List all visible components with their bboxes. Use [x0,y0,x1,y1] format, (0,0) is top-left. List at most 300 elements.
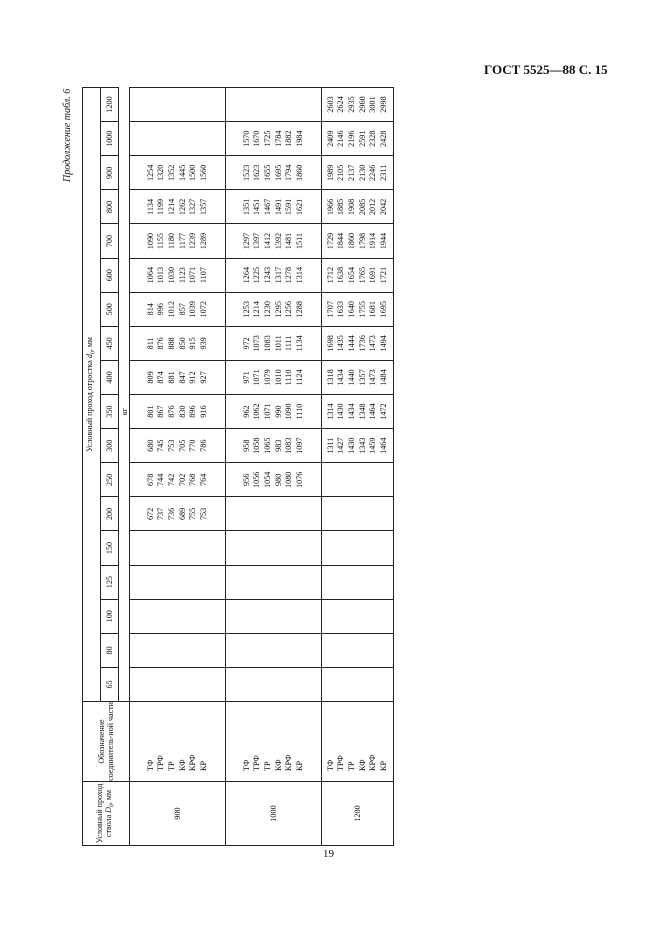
weight-value: 1885 [336,198,346,216]
weight-cell-500 [226,292,322,326]
weight-cell-125 [130,565,226,599]
weight-value: 1056 [252,471,262,488]
weight-value: 1464 [378,437,388,454]
unit-label: кг [119,407,129,416]
weight-value: 850 [177,337,187,350]
weight-value: 1262 [177,198,187,216]
weight-value: 1472 [378,403,388,420]
weight-value: 1058 [252,437,262,454]
weight-value: 1030 [166,266,176,284]
connection-label: ТР [166,761,176,771]
weight-cell-100 [130,599,226,633]
weight-value: 1239 [188,232,198,250]
weight-cell-450 [226,326,322,360]
unit-spacer [119,224,130,258]
weight-cell-700 [130,224,226,258]
weight-value: 745 [156,439,166,452]
weight-value: 1013 [156,266,166,284]
weight-value: 1984 [294,130,304,147]
connection-label: КРФ [188,754,198,771]
connection-labels [130,702,226,782]
weight-value: 1230 [262,301,272,318]
weight-value: 1111 [284,335,294,352]
weight-value: 1944 [378,232,388,250]
weight-cell-80 [130,633,226,667]
weight-value: 1288 [294,301,304,318]
weight-cell-1000 [130,122,226,156]
header-dn-300: 300 [101,429,119,463]
connection-labels [226,702,322,782]
table-continuation-caption: Продолжение табл. 6 [62,88,73,182]
weight-value: 1064 [145,266,155,284]
weight-value: 1317 [273,266,283,284]
weight-value: 2591 [357,130,367,147]
header-dn-65: 65 [101,667,119,701]
weight-value: 972 [241,337,251,350]
connection-label: ТРФ [156,755,166,771]
weight-value: 1844 [336,232,346,250]
weight-value: 1491 [273,198,283,216]
weight-value: 1357 [198,198,208,216]
weight-value: 1072 [198,301,208,318]
header-dn-400: 400 [101,360,119,394]
weight-value: 1107 [198,267,208,284]
weight-value: 1591 [284,198,294,216]
weight-value: 2428 [378,130,388,147]
weight-value: 1083 [262,335,272,352]
header-dn-700: 700 [101,224,119,258]
weight-value: 2196 [346,130,356,147]
connection-label: ТФ [241,759,251,771]
weight-value: 1430 [346,437,356,454]
weight-value: 1134 [145,198,155,215]
unit-spacer [119,122,130,156]
weight-value: 2603 [325,96,335,113]
weight-value: 1434 [346,403,356,420]
weight-cell-600 [130,258,226,292]
weight-value: 1798 [357,232,367,250]
weight-table-rotated [82,88,388,846]
weight-value: 896 [188,405,198,418]
unit-spacer [119,497,130,531]
weight-cell-150 [226,531,322,565]
weight-value: 1352 [166,164,176,181]
weight-cell-100 [226,599,322,633]
weight-value: 2998 [378,96,388,113]
header-dn-200: 200 [101,497,119,531]
weight-cell-65 [130,667,226,701]
weight-value: 1177 [177,232,187,250]
unit-spacer [119,633,130,667]
weight-cell-400 [130,360,226,394]
weight-value: 2137 [346,164,356,181]
weight-value: 830 [177,405,187,418]
weight-value: 1124 [294,369,304,386]
weight-value: 1430 [336,403,346,420]
weight-value: 1570 [241,130,251,147]
weight-value: 1435 [336,335,346,352]
header-connection-label: Обозначение соединитель-ной части [83,702,130,782]
weight-cell-80 [322,633,394,667]
weight-cell-200 [226,497,322,531]
weight-value: 1494 [378,335,388,352]
weight-value: 1097 [294,437,304,454]
weight-value: 1484 [378,369,388,386]
header-d0-unit: , мм [103,789,113,805]
weight-cell-450 [130,326,226,360]
connection-label: ТР [346,761,356,771]
weight-value: 876 [156,337,166,350]
d0-value: 900 [130,782,226,846]
weight-value: 962 [241,405,251,418]
weight-cell-300 [130,429,226,463]
weight-value: 857 [177,303,187,316]
unit-spacer [119,292,130,326]
weight-value: 1640 [346,301,356,318]
weight-cell-700 [226,224,322,258]
weight-value: 912 [188,371,198,384]
weight-value: 1755 [357,301,367,318]
weight-value: 2624 [336,96,346,113]
weight-value: 1434 [336,369,346,386]
header-dn-600: 600 [101,258,119,292]
weight-value: 702 [177,473,187,486]
weight-cell-600 [322,258,394,292]
weight-value: 874 [156,371,166,384]
weight-cell-150 [130,531,226,565]
weight-value: 1784 [273,130,283,147]
header-branch-sub: 0 [90,351,97,355]
weight-value: 1440 [346,369,356,386]
weight-value: 1451 [252,198,262,216]
header-dn-80: 80 [101,633,119,667]
weight-value: 1882 [284,130,294,147]
weight-cell-400 [226,360,322,394]
unit-spacer [119,531,130,565]
weight-cell-250 [130,463,226,497]
weight-value: 764 [198,473,208,486]
weight-value: 1278 [284,266,294,284]
weight-value: 1427 [336,437,346,454]
weight-value: 1256 [284,301,294,318]
weight-value: 1062 [252,403,262,420]
weight-value: 811 [145,337,155,350]
weight-value: 1318 [325,369,335,386]
header-dn-1000: 1000 [101,122,119,156]
weight-value: 1860 [294,164,304,181]
weight-value: 1725 [262,130,272,147]
weight-value: 755 [188,507,198,521]
weight-value: 1392 [273,232,283,250]
weight-cell-125 [322,565,394,599]
weight-value: 2935 [346,96,356,113]
weight-value: 1560 [198,164,208,181]
weight-value: 1655 [262,164,272,181]
connection-label: КФ [357,759,367,771]
weight-value: 680 [145,439,155,452]
weight-value: 2012 [368,198,378,216]
connection-label: ТРФ [252,755,262,771]
weight-value: 1444 [346,335,356,352]
weight-value: 1473 [368,335,378,352]
header-dn-800: 800 [101,190,119,224]
weight-value: 1695 [273,164,283,181]
weight-value: 2042 [378,198,388,216]
unit-spacer [119,429,130,463]
d0-value: 1000 [226,782,322,846]
weight-cell-350 [130,395,226,429]
weight-value: 744 [156,473,166,486]
header-dn-100: 100 [101,599,119,633]
weight-value: 1054 [262,471,272,488]
connection-label: КРФ [368,754,378,771]
table-group-row [226,87,322,845]
weight-cell-1200 [322,87,394,121]
weight-value: 1343 [357,437,367,454]
weight-value: 1412 [262,232,272,250]
weight-value: 1670 [252,130,262,147]
weight-cell-450 [322,326,394,360]
weight-value: 1110 [294,403,304,420]
weight-value: 2311 [378,164,388,181]
d0-value: 1200 [322,782,394,846]
weight-cell-300 [322,429,394,463]
weight-value: 1083 [284,437,294,454]
weight-value: 1794 [284,164,294,181]
weight-value: 1397 [252,232,262,250]
weight-value: 1623 [252,164,262,181]
weight-cell-1000 [226,122,322,156]
weight-value: 1511 [294,232,304,250]
weight-value: 3001 [368,96,378,113]
weight-value: 1214 [252,301,262,318]
weight-value: 1523 [241,164,251,181]
weight-cell-200 [322,497,394,531]
weight-value: 1011 [273,335,283,352]
header-d0-text: Условный проход ствола [94,783,113,844]
weight-value: 2246 [368,164,378,181]
unit-spacer [119,87,130,121]
weight-value: 1110 [284,369,294,386]
weight-value: 1654 [346,266,356,284]
header-d0-symbol: D [103,807,113,813]
weight-value: 1065 [262,437,272,454]
weight-cell-125 [226,565,322,599]
weight-value: 1076 [294,471,304,488]
weight-value: 1199 [156,198,166,215]
weight-value: 1736 [357,335,367,352]
header-dn-450: 450 [101,326,119,360]
weight-value: 1264 [241,266,251,284]
weight-value: 1464 [368,403,378,420]
header-d0 [83,782,130,846]
weight-value: 768 [188,473,198,486]
unit-spacer [119,360,130,394]
header-dn-900: 900 [101,156,119,190]
header-d0-sub: 0 [109,804,116,808]
weight-value: 1039 [188,301,198,318]
weight-value: 814 [145,303,155,316]
weight-value: 1155 [156,232,166,250]
weight-value: 672 [145,507,155,521]
weight-value: 1712 [325,266,335,284]
weight-value: 1473 [368,369,378,386]
header-dn-150: 150 [101,531,119,565]
weight-value: 801 [145,405,155,418]
weight-value: 1638 [336,266,346,284]
weight-value: 1289 [198,232,208,250]
weight-value: 737 [156,507,166,521]
weight-value: 1080 [284,471,294,488]
weight-value: 1357 [357,369,367,386]
weight-cell-500 [322,292,394,326]
weight-value: 1681 [368,301,378,318]
weight-value: 881 [166,371,176,384]
weight-value: 971 [241,371,251,384]
weight-value: 1071 [188,266,198,284]
weight-value: 980 [273,473,283,486]
weight-value: 753 [166,439,176,452]
connection-label: КРФ [284,754,294,771]
weight-value: 2960 [357,96,367,113]
weight-value: 958 [241,439,251,452]
weight-value: 2146 [336,130,346,147]
weight-value: 1295 [273,301,283,318]
weight-cell-100 [322,599,394,633]
connection-label: КР [294,760,304,771]
weight-value: 1729 [325,232,335,250]
connection-label: КФ [273,759,283,771]
weight-value: 1314 [325,403,335,420]
weight-value: 1243 [262,266,272,284]
weight-cell-65 [226,667,322,701]
page-number: 19 [323,848,334,860]
weight-value: 939 [198,337,208,350]
weight-value: 1707 [325,301,335,318]
header-dn-250: 250 [101,463,119,497]
weight-cell-250 [226,463,322,497]
connection-label: ТФ [145,759,155,771]
weight-value: 2409 [325,130,335,147]
weight-value: 1134 [294,335,304,352]
weight-value: 1297 [241,232,251,250]
weight-value: 1633 [336,301,346,318]
weight-value: 1311 [325,437,335,454]
weight-value: 689 [177,507,187,521]
unit-spacer [119,156,130,190]
weight-value: 2085 [357,198,367,216]
weight-value: 1966 [325,198,335,216]
weight-value: 678 [145,473,155,486]
weight-value: 888 [166,337,176,350]
weight-value: 1225 [252,266,262,284]
weight-value: 1459 [368,437,378,454]
connection-label: КР [378,760,388,771]
header-branch-unit: , мм [84,337,94,352]
weight-value: 927 [198,371,208,384]
weight-value: 1010 [273,369,283,386]
header-dn-350: 350 [101,395,119,429]
weight-value: 1351 [241,198,251,216]
weight-value: 1090 [145,232,155,250]
weight-value: 983 [273,439,283,452]
weight-value: 1073 [252,335,262,352]
weight-value: 916 [198,405,208,418]
weight-cell-300 [226,429,322,463]
weight-value: 876 [166,405,176,418]
header-dn-125: 125 [101,565,119,599]
weight-value: 956 [241,473,251,486]
weight-value: 1123 [177,267,187,284]
weight-value: 1467 [262,198,272,216]
weight-value: 1500 [188,164,198,181]
unit-spacer [119,667,130,701]
weight-value: 1327 [188,198,198,216]
weight-value: 1090 [284,403,294,420]
unit-spacer [119,326,130,360]
weight-value: 1214 [166,198,176,216]
weight-cell-200 [130,497,226,531]
weight-value: 2130 [357,164,367,181]
weight-value: 2105 [336,164,346,181]
weight-cell-700 [322,224,394,258]
weight-cell-1200 [226,87,322,121]
weight-value: 1079 [262,369,272,386]
weight-value: 1253 [241,301,251,318]
table-group-row [130,87,226,845]
header-branch-symbol: d [84,354,94,359]
weight-cell-800 [130,190,226,224]
connection-label: ТФ [325,759,335,771]
weight-value: 1314 [294,266,304,284]
weight-value: 1071 [262,403,272,420]
unit-spacer [119,258,130,292]
weight-cell-600 [226,258,322,292]
connection-label: ТРФ [336,755,346,771]
weight-value: 1621 [294,198,304,216]
connection-label: КФ [177,759,187,771]
weight-cell-800 [226,190,322,224]
weight-value: 1320 [156,164,166,181]
header-dn-500: 500 [101,292,119,326]
weight-value: 1914 [368,232,378,250]
weight-value: 786 [198,439,208,452]
weight-value: 1989 [325,164,335,181]
weight-value: 1908 [346,198,356,216]
connection-label: КР [198,760,208,771]
weight-cell-800 [322,190,394,224]
header-branch-dn [83,87,101,701]
weight-value: 1254 [145,164,155,181]
weight-value: 1695 [378,301,388,318]
document-reference: ГОСТ 5525—88 С. 15 [484,62,608,77]
weight-cell-150 [322,531,394,565]
weight-value: 753 [198,507,208,521]
weight-value: 1180 [166,232,176,250]
header-branch-text: Условный проход отростка [84,360,94,452]
table-group-row [322,87,394,845]
weight-value: 1860 [346,232,356,250]
unit-spacer [119,599,130,633]
weight-value: 1348 [357,403,367,420]
connection-label: ТР [262,761,272,771]
unit-spacer [119,190,130,224]
weight-value: 1012 [166,301,176,318]
connection-labels [322,702,394,782]
weight-value: 1698 [325,335,335,352]
weight-cell-80 [226,633,322,667]
weight-value: 996 [156,303,166,316]
